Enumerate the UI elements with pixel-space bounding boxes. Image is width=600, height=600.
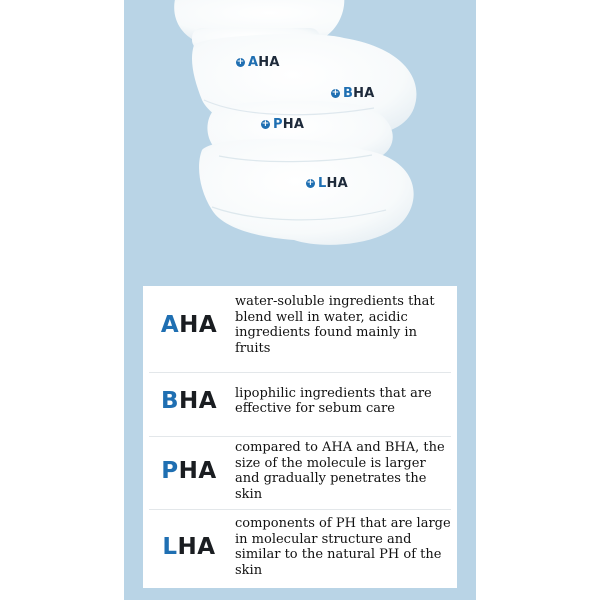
table-row-lha xyxy=(143,512,457,582)
description-bha: lipophilic ingredients that are effective for sebum care xyxy=(235,385,432,416)
plus-icon: + xyxy=(236,57,245,67)
table-row-pha xyxy=(143,436,457,506)
acronym-bha: BHA xyxy=(160,388,218,414)
plus-icon: + xyxy=(331,88,340,98)
bha-tag xyxy=(331,86,374,101)
table-row-aha xyxy=(143,294,457,356)
plus-icon: + xyxy=(306,178,315,188)
tag-label: AHA xyxy=(248,55,280,70)
acronym-aha: AHA xyxy=(160,312,218,338)
table-row-bha xyxy=(143,381,457,421)
description-lha: components of PH that are large in molecular structure and similar to the natural PH of the skin xyxy=(235,516,451,578)
row-divider xyxy=(149,372,451,373)
tag-label: PHA xyxy=(273,117,305,132)
description-pha: compared to AHA and BHA, the size of the molecule is larger and gradually penetrates the skin xyxy=(235,440,445,502)
acronym-lha: LHA xyxy=(162,534,216,560)
plus-icon: + xyxy=(261,119,270,129)
aha-tag xyxy=(236,55,280,70)
row-divider xyxy=(149,509,451,510)
acronym-pha: PHA xyxy=(161,458,217,484)
acid-info-table xyxy=(143,286,457,588)
tag-label: LHA xyxy=(318,176,348,191)
pha-tag xyxy=(261,117,304,132)
tag-label: BHA xyxy=(343,86,375,101)
lha-tag xyxy=(306,176,348,191)
description-aha: water-soluble ingredients that blend well in water, acidic ingredients found mainly in fruits xyxy=(235,294,435,356)
